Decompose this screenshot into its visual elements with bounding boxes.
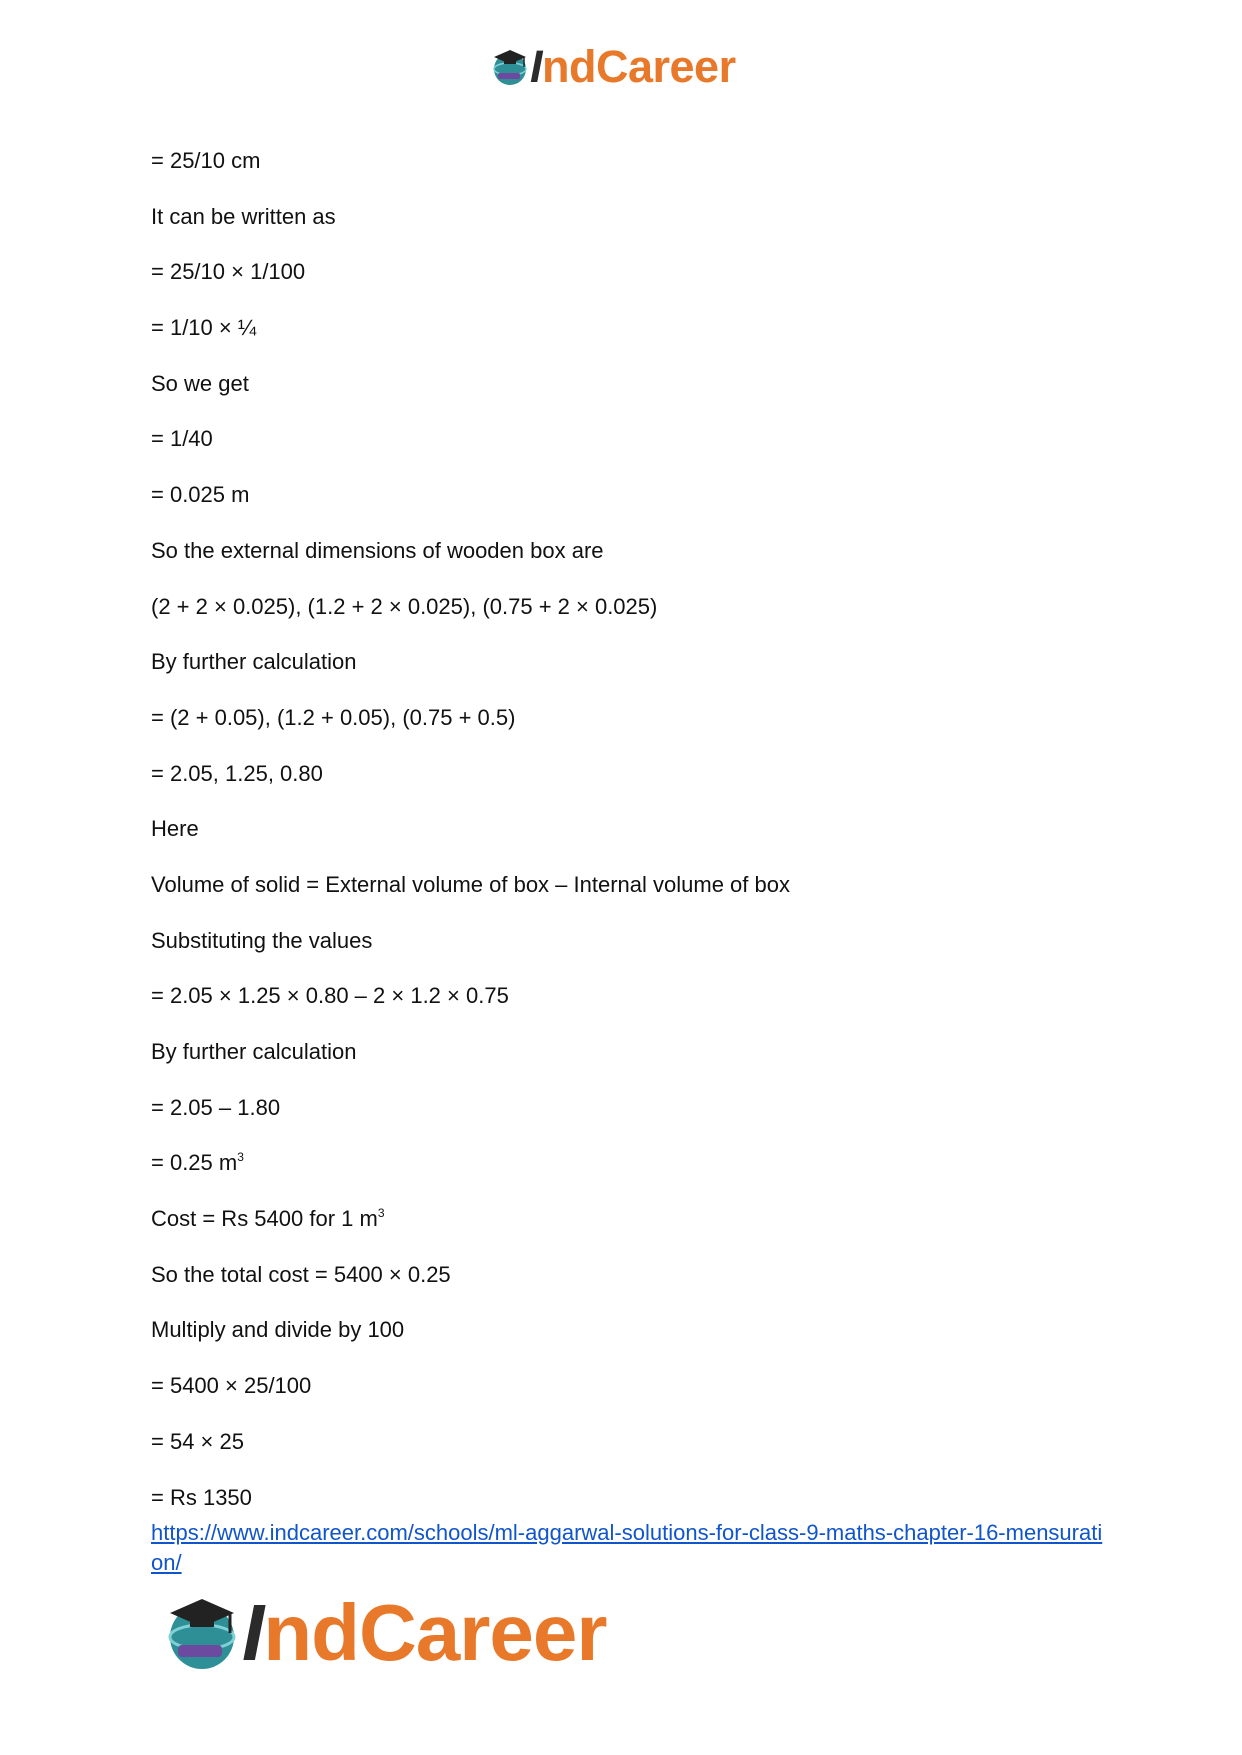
solution-line: By further calculation <box>151 1039 357 1064</box>
solution-line: = 1/10 × ¼ <box>151 315 257 341</box>
source-link[interactable]: https://www.indcareer.com/schools/ml-aggarwal-solutions-for-class-9-maths-chapter-16-mensuration/ <box>151 1520 1103 1575</box>
solution-line: = 25/10 cm <box>151 148 261 173</box>
graduation-globe-icon <box>162 1593 242 1673</box>
graduation-globe-icon <box>490 47 530 87</box>
footer-logo <box>162 1588 606 1678</box>
solution-line: = 2.05, 1.25, 0.80 <box>151 760 323 786</box>
solution-line: = 2.05 × 1.25 × 0.80 – 2 × 1.2 × 0.75 <box>151 983 509 1009</box>
solution-line: = 1/40 <box>151 426 213 452</box>
solution-line: = 54 × 25 <box>151 1428 244 1454</box>
solution-line: = 5400 × 25/100 <box>151 1373 312 1399</box>
header-logo <box>490 42 736 92</box>
solution-line: So we get <box>151 370 249 396</box>
logo-wordmark: IndCareer <box>242 1588 607 1677</box>
solution-line: Here <box>151 816 199 842</box>
solution-line: Volume of solid = External volume of box – Internal volume of box <box>151 871 790 897</box>
cost-line: Cost = Rs 5400 for 1 $m^3$ <box>151 1206 385 1232</box>
logo-wordmark: IndCareer <box>530 41 736 92</box>
solution-line: = (2 + 0.05), (1.2 + 0.05), (0.75 + 0.5) <box>151 704 516 730</box>
solution-line: By further calculation <box>151 649 357 675</box>
solution-line: Multiply and divide by 100 <box>151 1317 405 1343</box>
solution-line: So the total cost = 5400 × 0.25 <box>151 1261 451 1287</box>
solution-line: = 2.05 – 1.80 <box>151 1094 281 1120</box>
solution-line: (2 + 2 × 0.025), (1.2 + 2 × 0.025), (0.75 + 2 × 0.025) <box>151 593 658 619</box>
volume-result-line: = 0.25 $m^3$ <box>151 1150 244 1176</box>
solution-line: Substituting the values <box>151 927 373 953</box>
solution-line: = 0.025 m <box>151 482 250 508</box>
solution-line: So the external dimensions of wooden box are <box>151 537 604 563</box>
solution-line: = 25/10 × 1/100 <box>151 259 306 285</box>
solution-content <box>151 148 1111 1540</box>
solution-line: It can be written as <box>151 203 336 229</box>
final-answer-line: = Rs 1350 <box>151 1484 252 1510</box>
